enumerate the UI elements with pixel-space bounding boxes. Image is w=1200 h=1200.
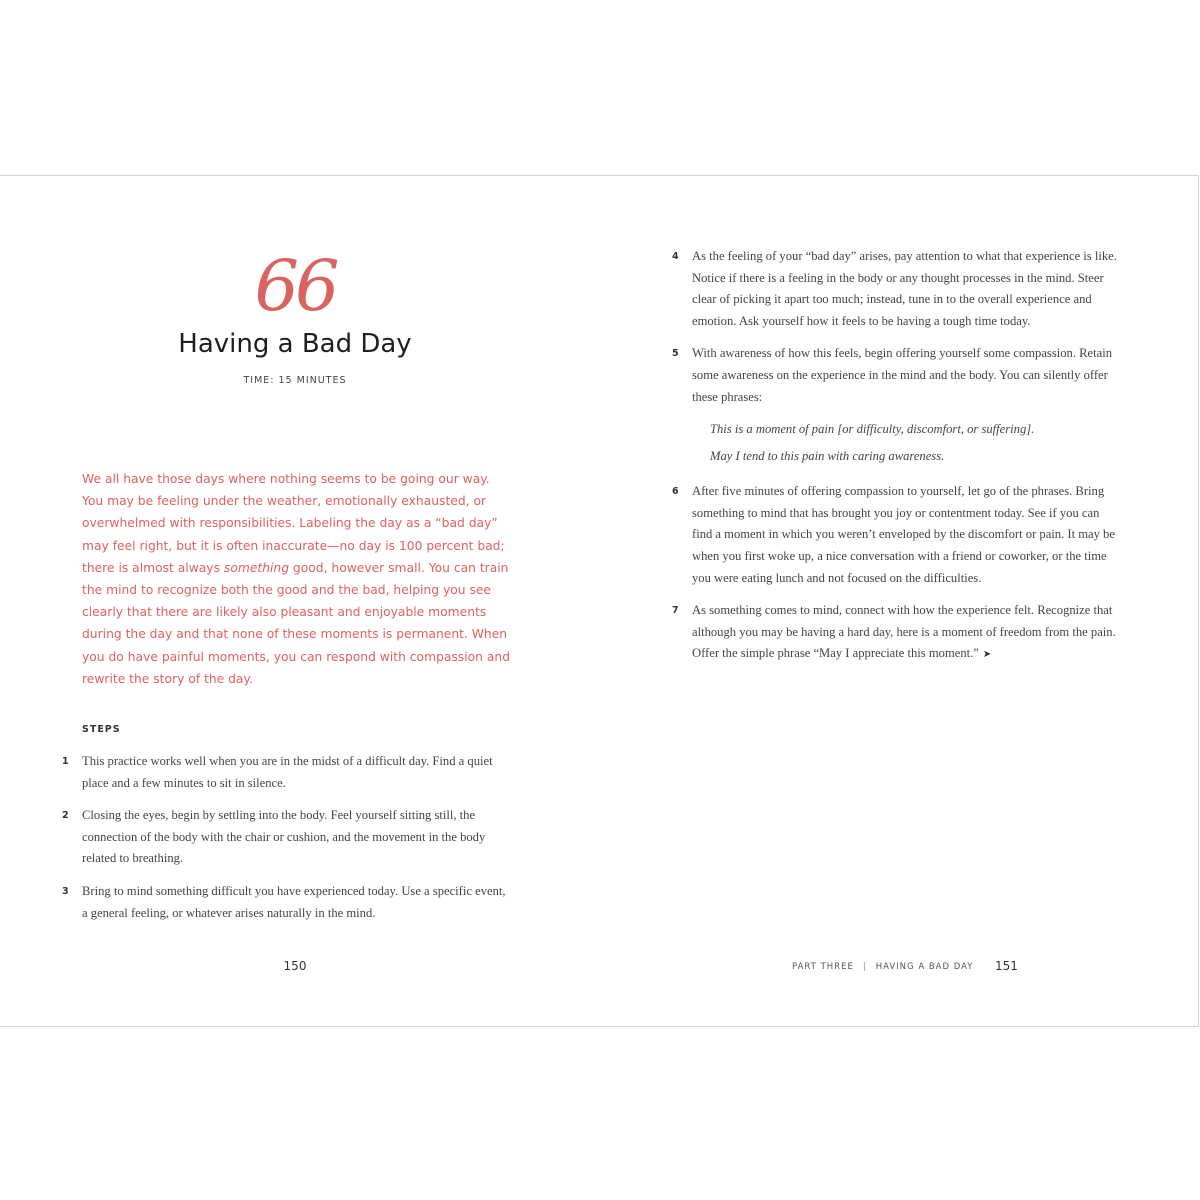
intro-paragraph — [82, 468, 512, 690]
step-text: After five minutes of offering compassion to yourself, let go of the phrases. Bring something to mind that has brought you joy or contentment today. See if you can find a moment in which you weren’t enveloped by the discomfort or pain. It may be when you first woke up, a nice conversation with a friend or coworker, or the time you were eating lunch and not focused on the difficulties. — [692, 484, 1115, 585]
footer-separator: | — [862, 962, 867, 972]
step-5 — [672, 343, 1117, 470]
steps-list-right — [672, 246, 1117, 677]
step-4 — [672, 246, 1117, 332]
step-number: 3 — [62, 885, 69, 897]
chapter-time: TIME: 15 MINUTES — [243, 375, 347, 386]
footer-chapter: HAVING A BAD DAY — [875, 962, 974, 972]
step-number: 5 — [672, 348, 679, 360]
step-text: As something comes to mind, connect with how the experience felt. Recognize that although you may be having a hard day, here is a moment of freedom from the pain. Offer the simple phrase “May I appreciate this moment.” — [692, 603, 1116, 661]
footer-part: PART THREE — [792, 962, 854, 972]
intro-text-part1: We all have those days where nothing seems to be going our way. You may be feeling under the weather, emotionally exhausted, or overwhelmed with responsibilities. Labeling the day as a “bad day” may feel right, but it is often inaccurate—no day is 100 percent bad; there is almost always — [82, 472, 505, 575]
step-number: 1 — [62, 756, 69, 767]
right-page — [600, 176, 1198, 1026]
step-text: Closing the eyes, begin by settling into the body. Feel yourself sitting still, the connection of the body with the chair or cushion, and the movement in the body related to breathing. — [82, 808, 486, 866]
compassion-phrases — [710, 416, 1117, 470]
intro-italic-word: something — [223, 560, 290, 575]
step-2 — [62, 805, 507, 870]
step-1 — [62, 751, 507, 794]
step-text: Bring to mind something difficult you have experienced today. Use a specific event, a general feeling, or whatever arises naturally in the mind. — [82, 883, 506, 920]
continue-arrow-icon: ➤ — [982, 649, 992, 661]
step-text: This practice works well when you are in the midst of a difficult day. Find a quiet place and a few minutes to sit in silence. — [82, 754, 493, 790]
step-text: With awareness of how this feels, begin offering yourself some compassion. Retain some awareness on the experience in the mind and the body. You can silently offer these phrases: — [692, 346, 1113, 404]
step-number: 2 — [62, 810, 69, 822]
phrase-2: May I tend to this pain with caring awareness. — [710, 449, 945, 464]
step-number: 6 — [672, 486, 679, 498]
step-number: 7 — [672, 605, 679, 617]
page-number-right: 151 — [995, 959, 1018, 973]
intro-text-part2: good, however small. You can train the mind to recognize both the good and the bad, helping you see clearly that there are likely also pleasant and enjoyable moments during the day and that none of these moments is permanent. When you do have painful moments, you can respond with compassion and rewrite the story of the day. — [82, 560, 510, 686]
book-spread — [0, 175, 1199, 1027]
step-6 — [672, 481, 1117, 589]
steps-heading: STEPS — [82, 724, 121, 735]
step-7 — [672, 600, 1117, 666]
step-number: 4 — [672, 251, 679, 262]
step-text: As the feeling of your “bad day” arises, pay attention to what that experience is like. Notice if there is a feeling in the body or any thought processes in the mind. Steer clear of picking it apart too much; instead, tune in to the overall experience and emotion. Ask yourself how it feels to be having a tough time today. — [692, 249, 1117, 328]
page-number-left: 150 — [283, 959, 307, 973]
left-page — [0, 176, 600, 1026]
steps-list-left — [62, 751, 507, 935]
chapter-number: 66 — [254, 245, 336, 327]
running-footer — [792, 962, 973, 972]
phrase-1: This is a moment of pain [or difficulty, discomfort, or suffering]. — [710, 422, 1035, 437]
chapter-title: Having a Bad Day — [178, 329, 412, 359]
step-3 — [62, 881, 507, 924]
